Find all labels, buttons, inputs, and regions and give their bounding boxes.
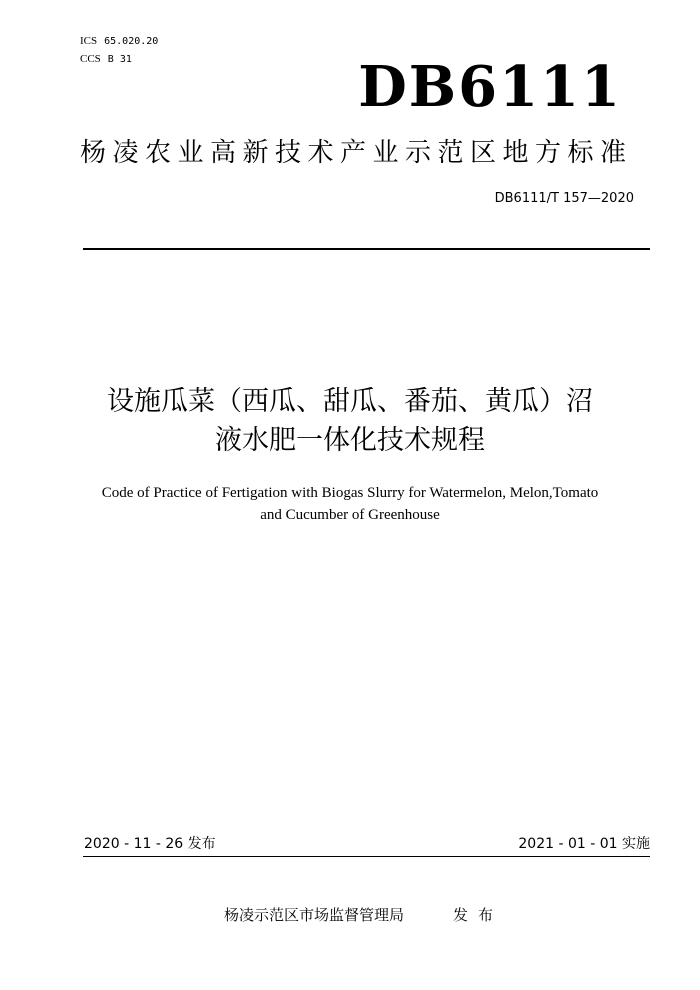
standard-type-heading: 杨凌农业高新技术产业示范区地方标准	[80, 138, 633, 168]
publish-date: 2020 - 11 - 26 发布	[84, 836, 216, 852]
title-chinese-line1: 设施瓜菜（西瓜、甜瓜、番茄、黄瓜）沼	[107, 386, 593, 417]
issuing-authority: 杨凌示范区市场监督管理局	[224, 906, 405, 924]
top-divider	[83, 248, 650, 250]
ccs-label: CCS	[80, 53, 101, 65]
standard-number: DB6111/T 157—2020	[494, 191, 634, 206]
bottom-divider	[83, 856, 650, 857]
title-chinese-line2: 液水肥一体化技术规程	[215, 425, 485, 456]
implement-date: 2021 - 01 - 01 实施	[518, 836, 650, 852]
title-english-line2: and Cucumber of Greenhouse	[260, 507, 440, 523]
title-english-line1: Code of Practice of Fertigation with Biogas Slurry for Watermelon, Melon,Tomato	[101, 485, 599, 501]
ics-code: 65.020.20	[104, 36, 159, 47]
ics-line	[80, 34, 158, 48]
ccs-code: B 31	[107, 54, 132, 65]
standard-code-heading: DB6111	[358, 54, 622, 120]
ccs-line	[80, 52, 132, 66]
ics-label: ICS	[80, 35, 98, 47]
issue-label: 发布	[453, 906, 504, 924]
